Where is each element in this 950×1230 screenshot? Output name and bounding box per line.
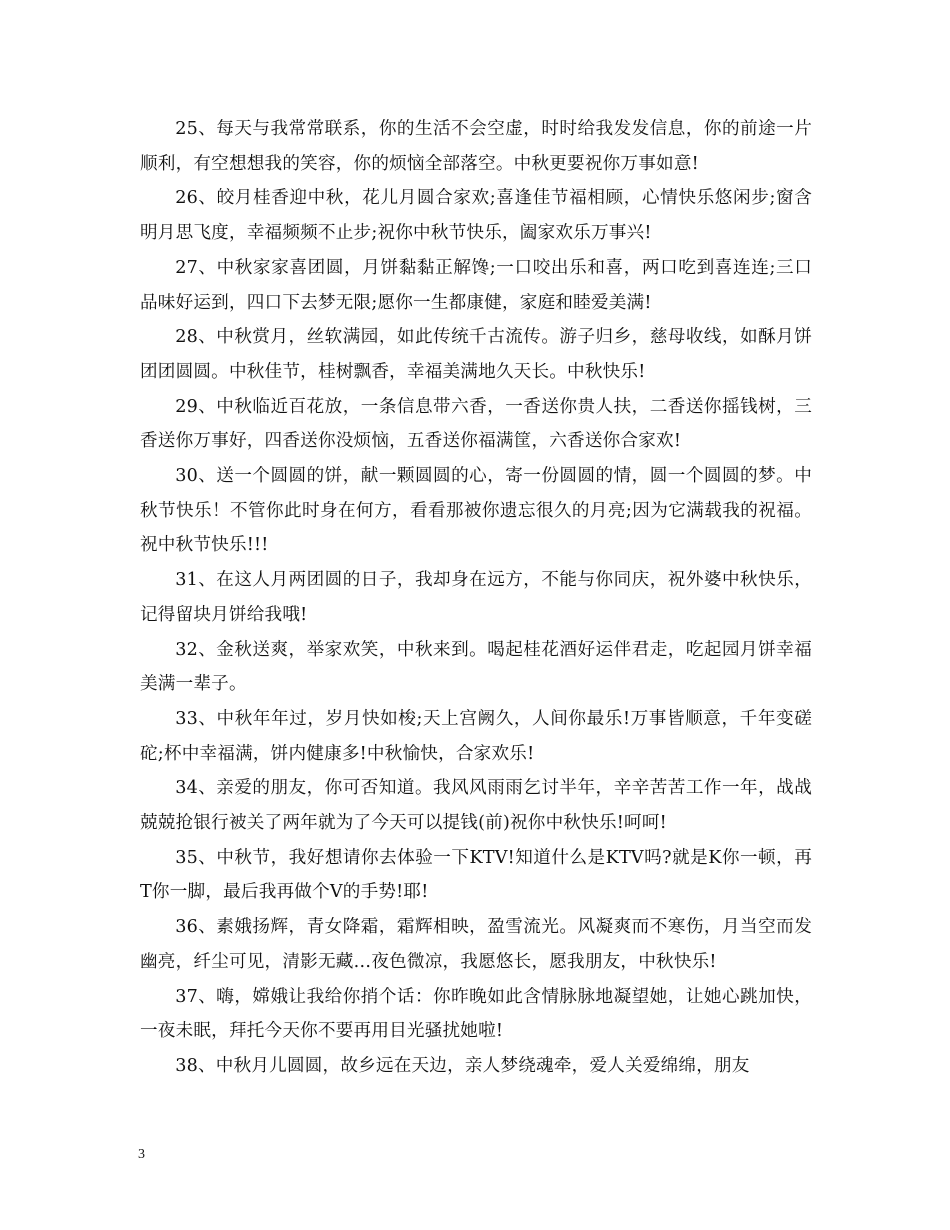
page-number: 3: [138, 1147, 145, 1162]
paragraph-26: 26、皎月桂香迎中秋，花儿月圆合家欢;喜逢佳节福相顾，心情快乐悠闲步;窗含明月思飞度，幸福频频不止步;祝你中秋节快乐，阖家欢乐万事兴!: [140, 188, 812, 244]
body-text: [140, 112, 812, 1084]
paragraph-27: 27、中秋家家喜团圆，月饼黏黏正解馋;一口咬出乐和喜，两口吃到喜连连;三口品味好运到，四口下去梦无限;愿你一生都康健，家庭和睦爱美满!: [140, 257, 812, 313]
paragraph-37: 37、嗨，嫦娥让我给你捎个话：你昨晚如此含情脉脉地凝望她，让她心跳加快，一夜未眠，拜托今天你不要再用目光骚扰她啦!: [140, 986, 812, 1042]
paragraph-35: 35、中秋节，我好想请你去体验一下KTV!知道什么是KTV吗?就是K你一顿，再T你一脚，最后我再做个V的手势!耶!: [140, 847, 812, 903]
paragraph-28: 28、中秋赏月，丝软满园，如此传统千古流传。游子归乡，慈母收线，如酥月饼团团圆圆。中秋佳节，桂树飘香，幸福美满地久天长。中秋快乐!: [140, 327, 812, 382]
paragraph-25: 25、每天与我常常联系，你的生活不会空虚，时时给我发发信息，你的前途一片顺利，有空想想我的笑容，你的烦恼全部落空。中秋更要祝你万事如意!: [140, 119, 812, 174]
paragraph-29: 29、中秋临近百花放，一条信息带六香，一香送你贵人扶，二香送你摇钱树，三香送你万事好，四香送你没烦恼，五香送你福满筐，六香送你合家欢!: [140, 396, 812, 452]
paragraph-34: 34、亲爱的朋友，你可否知道。我风风雨雨乞讨半年，辛辛苦苦工作一年，战战兢兢抢银行被关了两年就为了今天可以提钱(前)祝你中秋快乐!呵呵!: [140, 778, 812, 834]
paragraph-30: 30、送一个圆圆的饼，献一颗圆圆的心，寄一份圆圆的情，圆一个圆圆的梦。中秋节快乐！不管你此时身在何方，看看那被你遗忘很久的月亮;因为它满载我的祝福。祝中秋节快乐!!!: [140, 466, 812, 556]
paragraph-32: 32、金秋送爽，举家欢笑，中秋来到。喝起桂花酒好运伴君走，吃起园月饼幸福美满一辈子。: [140, 639, 812, 695]
paragraph-33: 33、中秋年年过，岁月快如梭;天上宫阙久，人间你最乐!万事皆顺意，千年变磋砣;杯中幸福满，饼内健康多!中秋愉快，合家欢乐!: [140, 708, 812, 764]
paragraph-38: 38、中秋月儿圆圆，故乡远在天边，亲人梦绕魂牵，爱人关爱绵绵，朋友: [175, 1055, 750, 1076]
paragraph-36: 36、素娥扬辉，青女降霜，霜辉相映，盈雪流光。风凝爽而不寒伤，月当空而发幽亮，纤尘可见，清影无藏…夜色微凉，我愿悠长，愿我朋友，中秋快乐!: [140, 917, 812, 972]
paragraph-31: 31、在这人月两团圆的日子，我却身在远方，不能与你同庆，祝外婆中秋快乐，记得留块月饼给我哦!: [140, 570, 812, 625]
